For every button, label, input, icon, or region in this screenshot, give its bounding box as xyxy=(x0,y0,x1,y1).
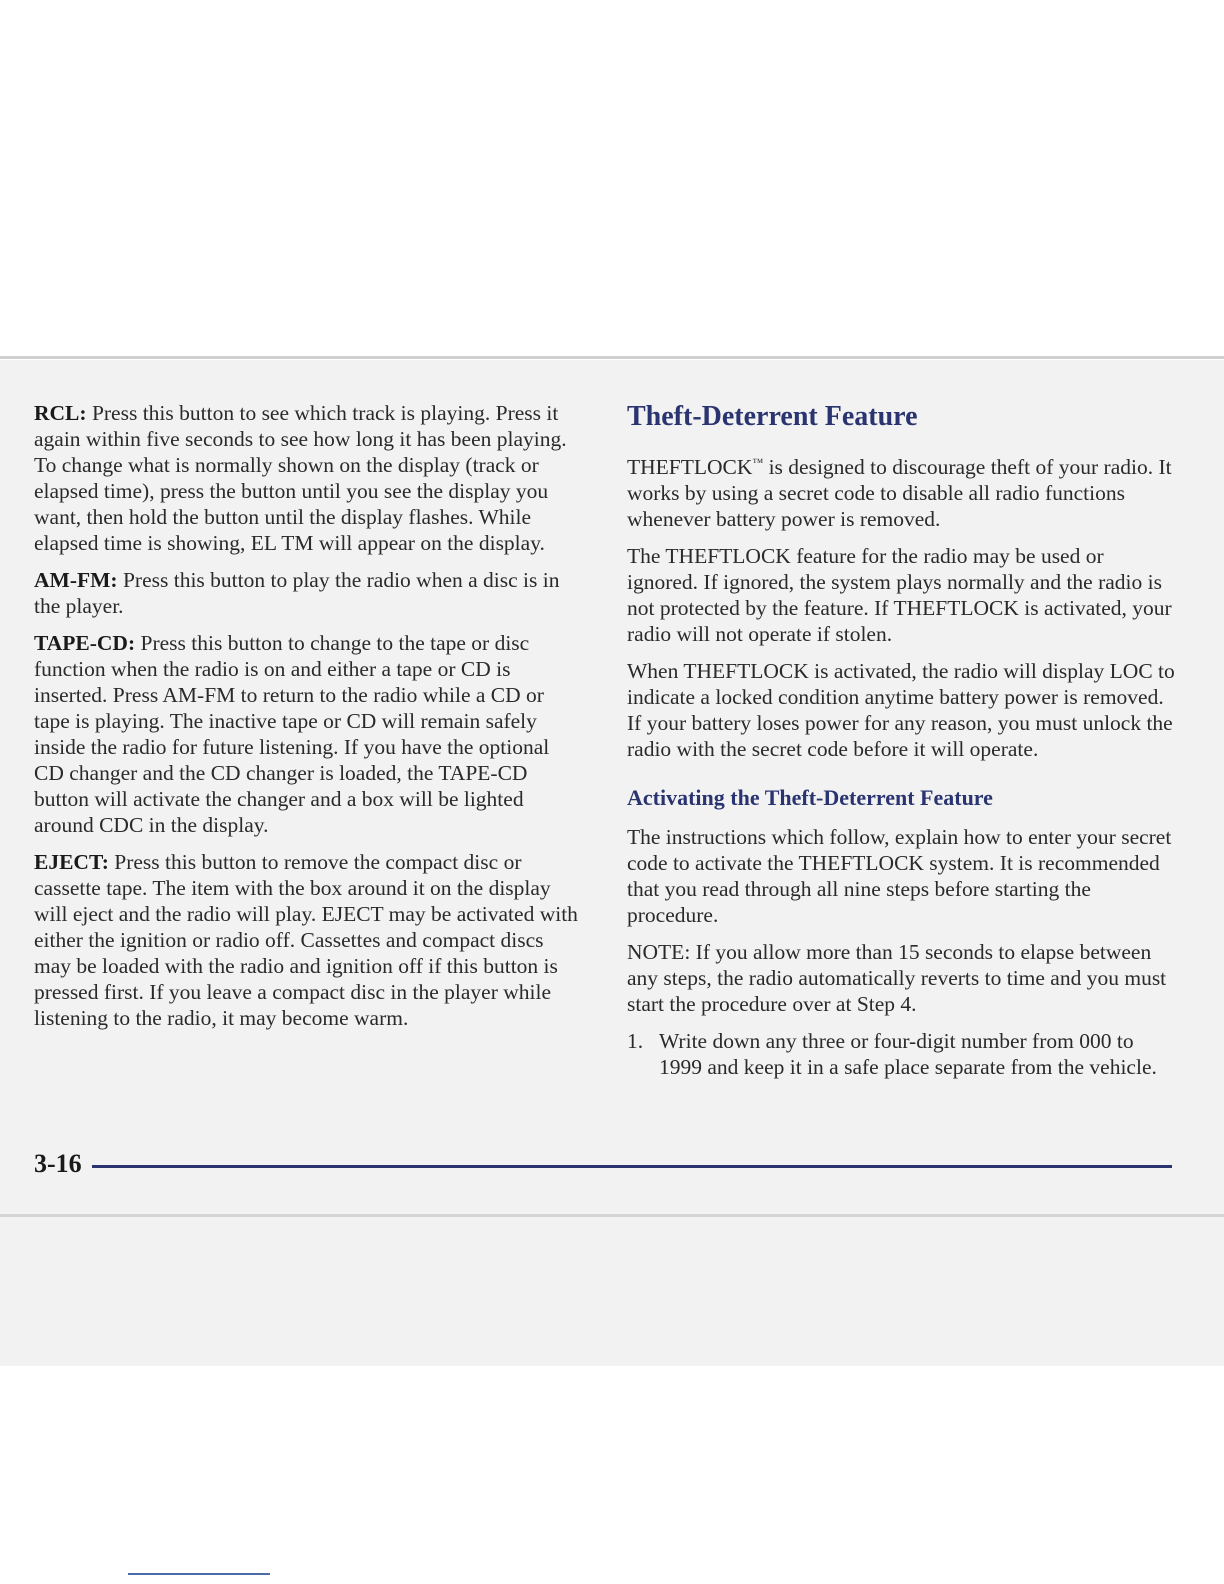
eject-term: EJECT: xyxy=(34,850,109,874)
theftlock-name: THEFTLOCK xyxy=(627,455,753,480)
rcl-term: RCL: xyxy=(34,401,87,425)
top-divider xyxy=(0,356,1224,359)
note-paragraph: NOTE: If you allow more than 15 seconds to elapse between any steps, the radio automatically reverts to time and you must start the procedure over at Step 4. xyxy=(627,940,1167,1017)
tape-cd-paragraph xyxy=(34,630,584,838)
bottom-divider xyxy=(0,1214,1224,1217)
theftlock-intro-text: is designed to discourage theft of your radio. It works by using a secret code to disable all radio functions whenever battery power is removed. xyxy=(627,455,1172,532)
step-text: Write down any three or four-digit number from 000 to 1999 and keep it in a safe place separate from the vehicle. xyxy=(659,1029,1157,1080)
am-fm-term: AM-FM: xyxy=(34,568,118,592)
tape-cd-term: TAPE-CD: xyxy=(34,631,136,655)
theftlock-locked-paragraph: When THEFTLOCK is activated, the radio will display LOC to indicate a locked condition anytime battery power is removed. If your battery loses power for any reason, you must unlock the radio with the secret code before it will operate. xyxy=(627,659,1175,762)
instructions-paragraph: The instructions which follow, explain how to enter your secret code to activate the THEFTLOCK system. It is recommended that you read through all nine steps before starting the procedure. xyxy=(627,825,1172,928)
right-column xyxy=(627,400,1175,1080)
theftlock-intro xyxy=(627,450,1175,532)
rcl-text: Press this button to see which track is playing. Press it again within five seconds to see how long it has been playing. To change what is normally shown on the display (track or elapsed time), press the button until you see the display you want, then hold the button until the display flashes. While elapsed time is showing, EL TM will appear on the display. xyxy=(34,401,567,555)
rcl-paragraph xyxy=(34,400,584,556)
step-item xyxy=(627,1028,1175,1080)
scan-artifact-line xyxy=(128,1573,270,1575)
am-fm-text: Press this button to play the radio when a disc is in the player. xyxy=(34,568,560,618)
trademark-mark: ™ xyxy=(752,457,764,469)
eject-paragraph xyxy=(34,849,584,1031)
left-column xyxy=(34,400,584,1042)
theftlock-usage-paragraph: The THEFTLOCK feature for the radio may be used or ignored. If ignored, the system plays normally and the radio is not protected by the feature. If THEFTLOCK is activated, your radio will not operate if stolen. xyxy=(627,544,1172,647)
section-title: Theft-Deterrent Feature xyxy=(627,401,918,432)
tape-cd-text: Press this button to change to the tape or disc function when the radio is on and either a tape or CD is inserted. Press AM-FM to return to the radio while a CD or tape is playing. The inactive tape or CD will remain safely inside the radio for future listening. If you have the optional CD changer and the CD changer is loaded, the TAPE-CD button will activate the changer and a box will be lighted around CDC in the display. xyxy=(34,631,550,837)
eject-text: Press this button to remove the compact disc or cassette tape. The item with the box around it on the display will eject and the radio will play. EJECT may be activated with either the ignition or radio off. Cassettes and compact discs may be loaded with the radio and ignition off if this button is pressed first. If you leave a compact disc in the player while listening to the radio, it may become warm. xyxy=(34,850,578,1030)
footer-rule xyxy=(92,1165,1172,1168)
step-number: 1. xyxy=(627,1029,644,1054)
subsection-title: Activating the Theft-Deterrent Feature xyxy=(627,785,993,811)
page-number: 3-16 xyxy=(34,1149,82,1178)
am-fm-paragraph xyxy=(34,567,584,619)
page-footer xyxy=(34,1147,1172,1181)
